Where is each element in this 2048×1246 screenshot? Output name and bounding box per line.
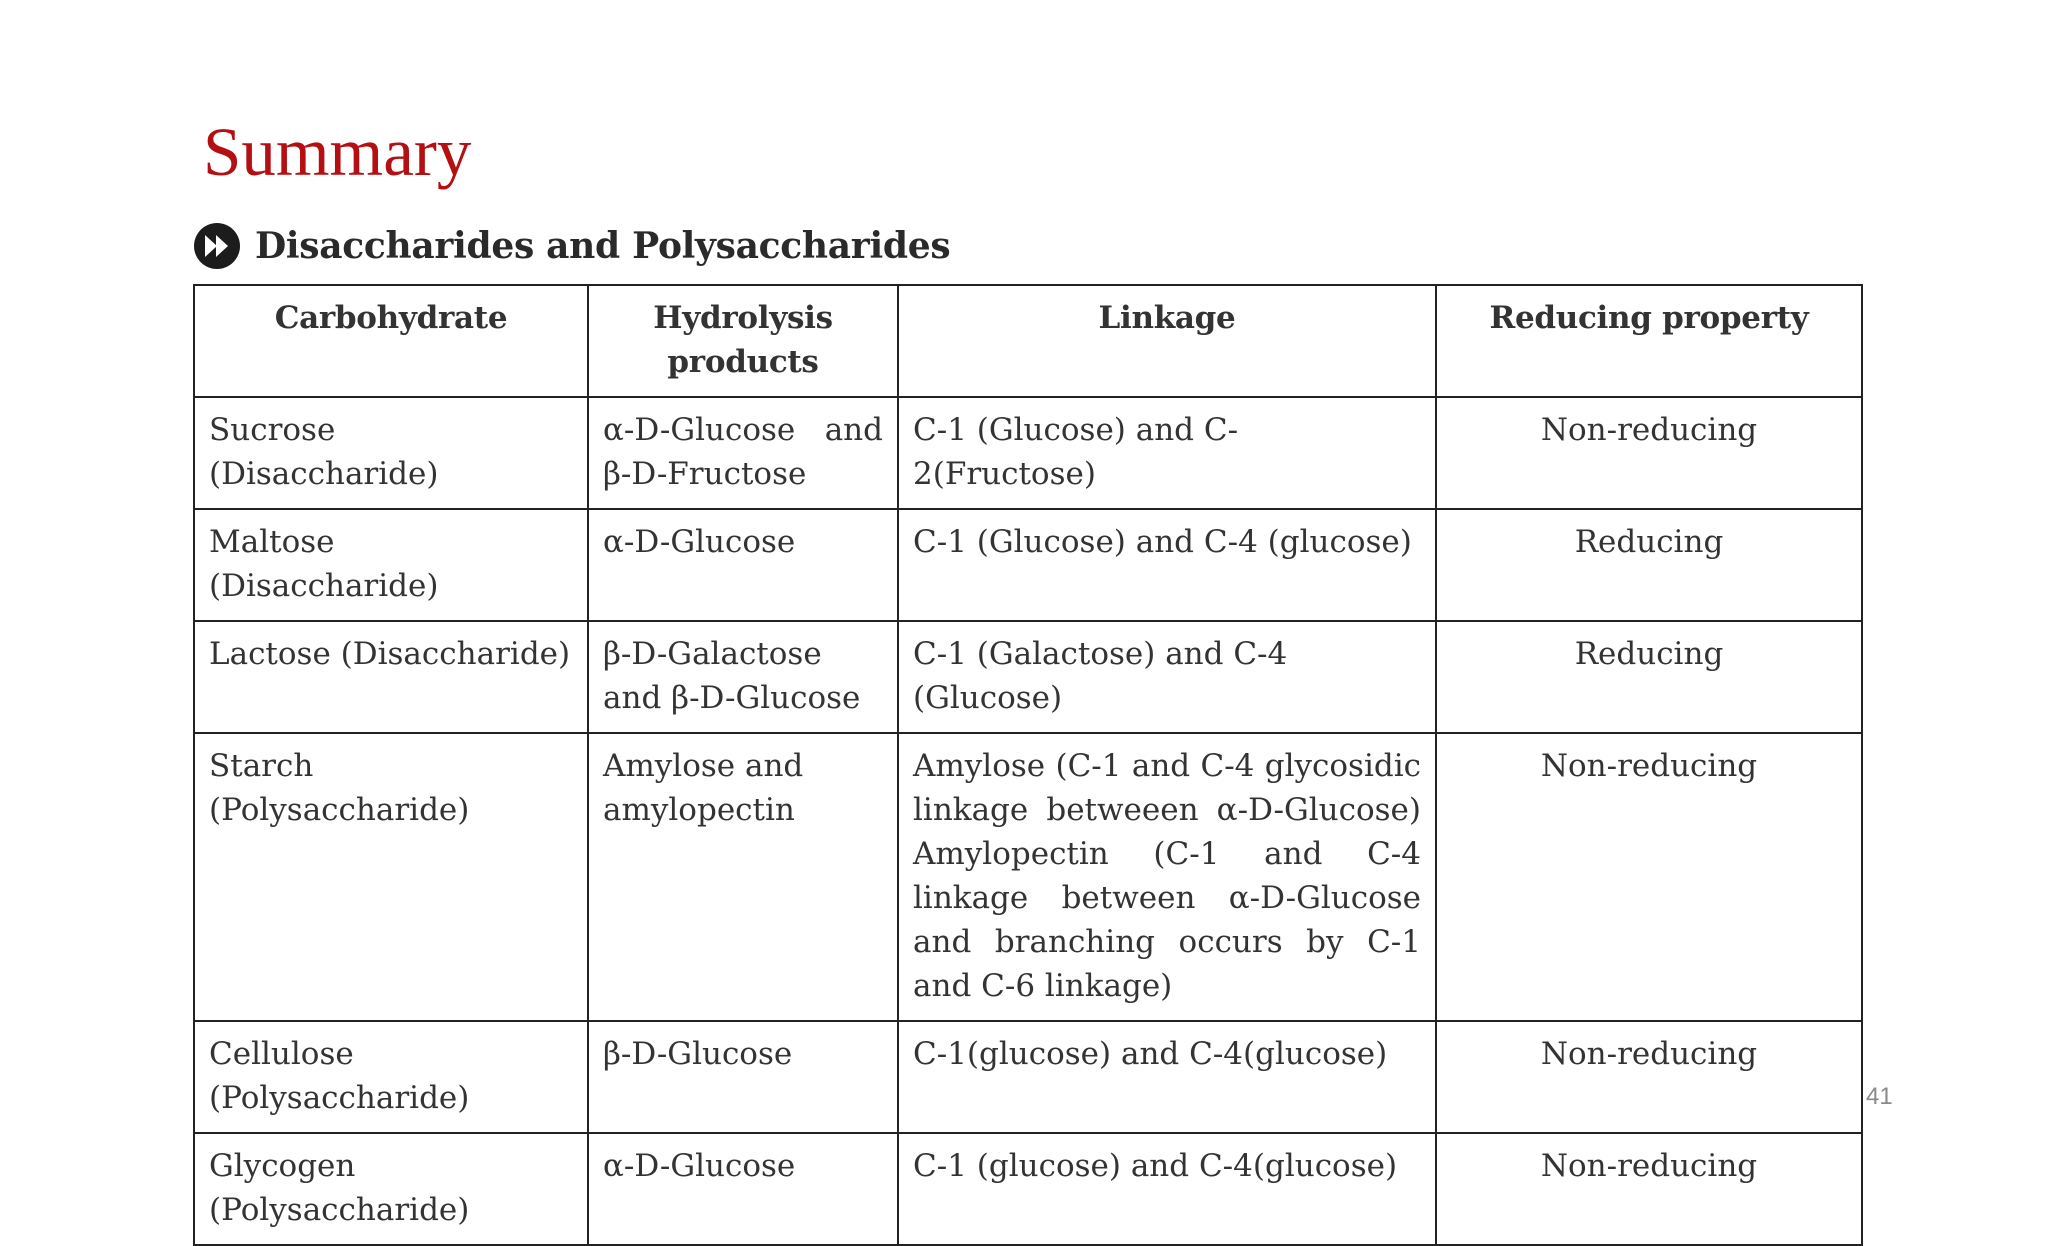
table-row: [194, 509, 1862, 621]
header-carbohydrate: Carbohydrate: [194, 285, 588, 397]
cell-products: α-D-Glucose: [588, 1133, 898, 1245]
header-reducing-property: Reducing property: [1436, 285, 1862, 397]
cell-linkage: C-1(glucose) and C-4(glucose): [898, 1021, 1436, 1133]
cell-carbohydrate: Cellulose (Polysaccharide): [194, 1021, 588, 1133]
cell-products: α-D-Glucose: [588, 509, 898, 621]
fast-forward-icon: [193, 222, 241, 270]
cell-linkage: Amylose (C-1 and C-4 glycosidic linkage betweeen α-D-Glucose) Amylopectin (C-1 and C-4 linkage between α-D-Glucose and branching occurs by C-1 and C-6 linkage): [898, 733, 1436, 1021]
cell-products: α-D-Glucose and β-D-Fructose: [588, 397, 898, 509]
cell-carbohydrate: Lactose (Disaccharide): [194, 621, 588, 733]
cell-linkage: C-1 (Galactose) and C-4 (Glucose): [898, 621, 1436, 733]
page-number: 41: [1866, 1083, 1893, 1110]
cell-products: Amylose and amylopectin: [588, 733, 898, 1021]
page-title: Summary: [203, 114, 472, 190]
cell-carbohydrate: Sucrose (Disaccharide): [194, 397, 588, 509]
cell-reducing: Non-reducing: [1436, 1021, 1862, 1133]
table-header-row: [194, 285, 1862, 397]
header-linkage: Linkage: [898, 285, 1436, 397]
cell-linkage: C-1 (Glucose) and C-4 (glucose): [898, 509, 1436, 621]
carbohydrate-summary-table: [193, 284, 1863, 1246]
cell-reducing: Reducing: [1436, 509, 1862, 621]
table-row: [194, 1133, 1862, 1245]
cell-reducing: Non-reducing: [1436, 733, 1862, 1021]
cell-reducing: Non-reducing: [1436, 397, 1862, 509]
table-row: [194, 397, 1862, 509]
section-heading: [193, 222, 950, 270]
cell-linkage: C-1 (Glucose) and C-2(Fructose): [898, 397, 1436, 509]
cell-carbohydrate: Glycogen (Polysaccharide): [194, 1133, 588, 1245]
cell-products: β-D-Glucose: [588, 1021, 898, 1133]
section-title: Disaccharides and Polysaccharides: [255, 225, 951, 267]
cell-products: β-D-Galactose and β-D-Glucose: [588, 621, 898, 733]
cell-reducing: Reducing: [1436, 621, 1862, 733]
header-hydrolysis-products: Hydrolysis products: [588, 285, 898, 397]
cell-reducing: Non-reducing: [1436, 1133, 1862, 1245]
cell-carbohydrate: Maltose (Disaccharide): [194, 509, 588, 621]
cell-linkage: C-1 (glucose) and C-4(glucose): [898, 1133, 1436, 1245]
table-row: [194, 1021, 1862, 1133]
table-row: [194, 621, 1862, 733]
cell-carbohydrate: Starch (Polysaccharide): [194, 733, 588, 1021]
table-row: [194, 733, 1862, 1021]
